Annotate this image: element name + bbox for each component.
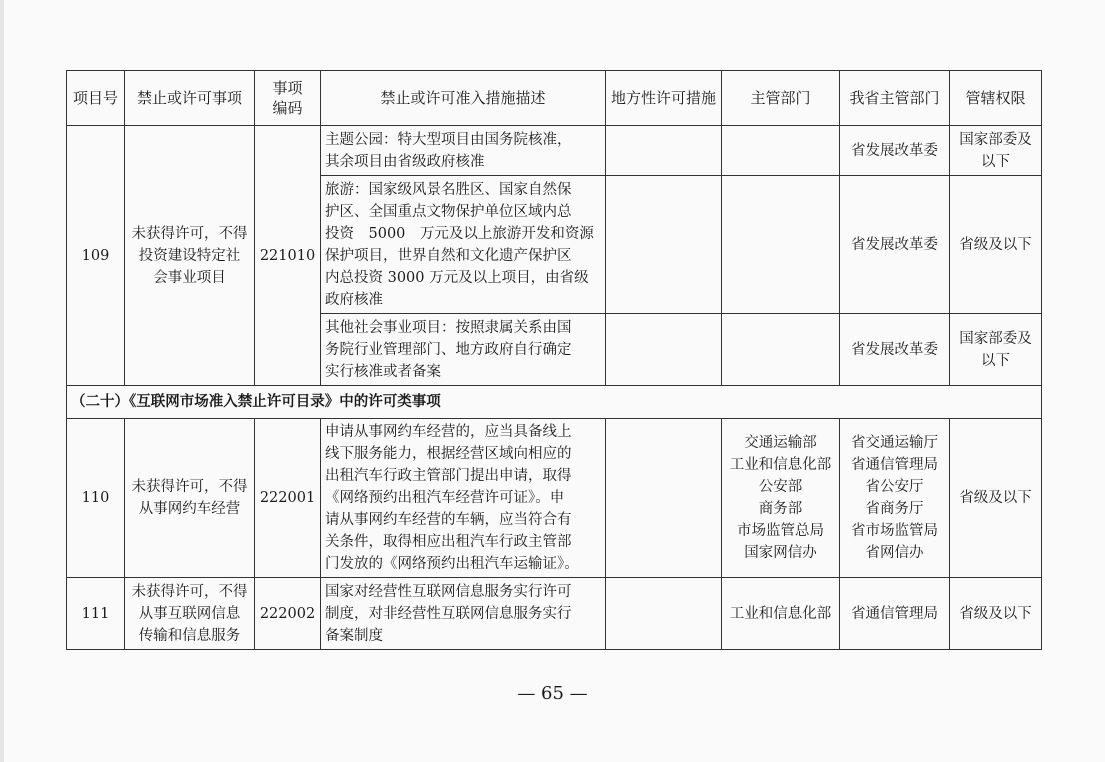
- header-department: 主管部门: [722, 71, 840, 126]
- item-code: 222002: [255, 578, 321, 650]
- item-no: 111: [67, 578, 125, 650]
- header-item-no: 项目号: [67, 71, 125, 126]
- local-measure: [606, 126, 722, 176]
- measure-description: 主题公园：特大型项目由国务院核准， 其余项目由省级政府核准: [321, 126, 606, 176]
- page-edge: [0, 0, 4, 762]
- section-title: （二十）《互联网市场准入禁止许可目录》中的许可类事项: [67, 386, 1042, 419]
- item-no: 110: [67, 419, 125, 578]
- department: [722, 176, 840, 314]
- permit-table: [66, 70, 1042, 650]
- jurisdiction: 省级及以下: [950, 176, 1042, 314]
- provincial-department: 省发展改革委: [840, 176, 950, 314]
- local-measure: [606, 176, 722, 314]
- header-description: 禁止或许可准入措施描述: [321, 71, 606, 126]
- header-local-measures: 地方性许可措施: [606, 71, 722, 126]
- provincial-department: 省发展改革委: [840, 314, 950, 386]
- header-jurisdiction: 管辖权限: [950, 71, 1042, 126]
- table-row: [67, 419, 1042, 578]
- measure-description: 申请从事网约车经营的，应当具备线上 线下服务能力，根据经营区域向相应的 出租汽车行政主管部门提出申请，取得 《网络预约出租汽车经营许可证》。申 请从事网约车经营的车辆，应当符合有 关条件，取得相应出租汽车行政主管部 门发放的《网络预约出租汽车运输证》。: [321, 419, 606, 578]
- item-name: 未获得许可，不得 投资建设特定社 会事业项目: [125, 126, 255, 386]
- header-code: 事项 编码: [255, 71, 321, 126]
- measure-description: 旅游：国家级风景名胜区、国家自然保 护区、全国重点文物保护单位区域内总 投资 5000 万元及以上旅游开发和资源 保护项目，世界自然和文化遗产保护区 内总投资 3000 万元及以上项目，由省级 政府核准: [321, 176, 606, 314]
- department: [722, 126, 840, 176]
- measure-description: 其他社会事业项目：按照隶属关系由国 务院行业管理部门、地方政府自行确定 实行核准或者备案: [321, 314, 606, 386]
- local-measure: [606, 578, 722, 650]
- item-code: 222001: [255, 419, 321, 578]
- jurisdiction: 国家部委及 以下: [950, 314, 1042, 386]
- header-provincial-department: 我省主管部门: [840, 71, 950, 126]
- jurisdiction: 省级及以下: [950, 578, 1042, 650]
- department: 工业和信息化部: [722, 578, 840, 650]
- measure-description: 国家对经营性互联网信息服务实行许可 制度，对非经营性互联网信息服务实行 备案制度: [321, 578, 606, 650]
- department: [722, 314, 840, 386]
- item-no: 109: [67, 126, 125, 386]
- item-name: 未获得许可，不得 从事互联网信息 传输和信息服务: [125, 578, 255, 650]
- jurisdiction: 省级及以下: [950, 419, 1042, 578]
- department: 交通运输部 工业和信息化部 公安部 商务部 市场监管总局 国家网信办: [722, 419, 840, 578]
- item-name: 未获得许可，不得 从事网约车经营: [125, 419, 255, 578]
- local-measure: [606, 419, 722, 578]
- table-row: [67, 126, 1042, 176]
- provincial-department: 省通信管理局: [840, 578, 950, 650]
- provincial-department: 省交通运输厅 省通信管理局 省公安厅 省商务厅 省市场监管局 省网信办: [840, 419, 950, 578]
- local-measure: [606, 314, 722, 386]
- provincial-department: 省发展改革委: [840, 126, 950, 176]
- header-row: [67, 71, 1042, 126]
- page-number: — 65 —: [517, 683, 588, 704]
- jurisdiction: 国家部委及 以下: [950, 126, 1042, 176]
- section-heading-row: [67, 386, 1042, 419]
- table-row: [67, 578, 1042, 650]
- header-item: 禁止或许可事项: [125, 71, 255, 126]
- item-code: 221010: [255, 126, 321, 386]
